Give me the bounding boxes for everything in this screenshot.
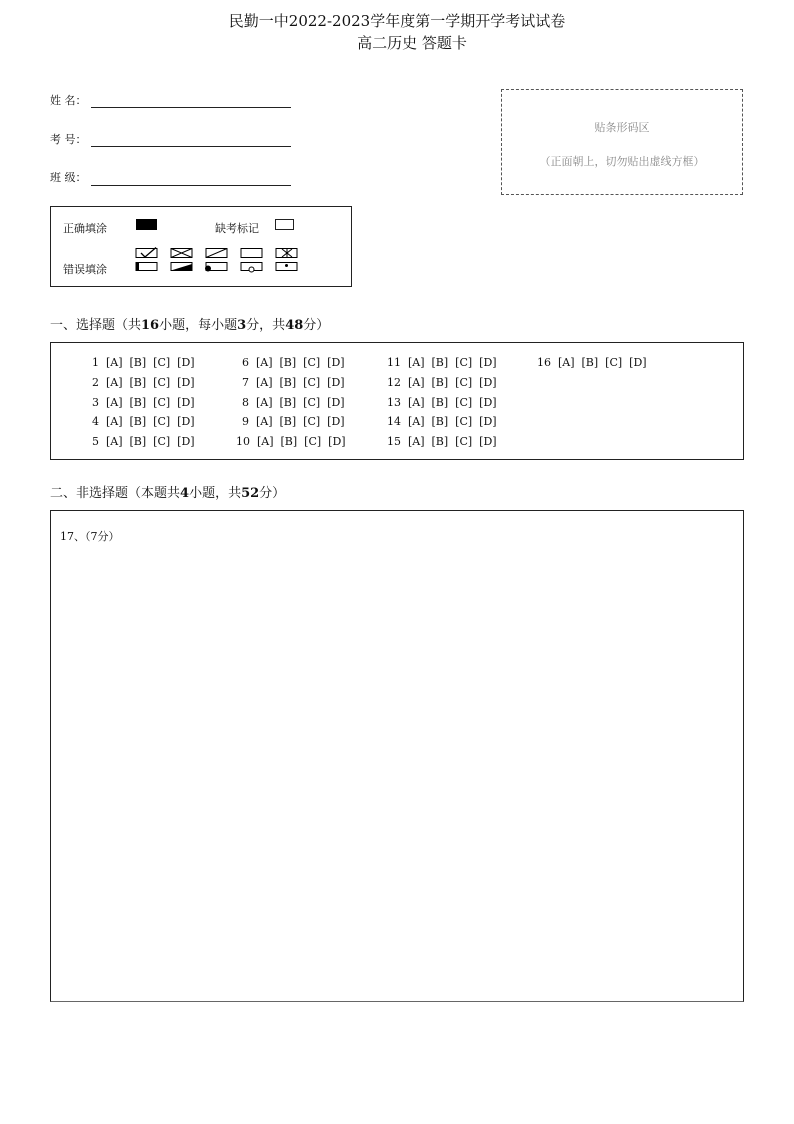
mc-question-5[interactable]: 5 [A] [B] [C] [D]: [92, 435, 195, 448]
section2-title: 二、非选择题（本题共4小题，共52分）: [50, 486, 286, 501]
barcode-label: 贴条形码区: [594, 121, 650, 134]
name-label: 姓 名：: [50, 94, 87, 107]
class-label: 班 级：: [50, 171, 87, 184]
mc-question-16[interactable]: 16 [A] [B] [C] [D]: [537, 356, 647, 369]
exam-number-field[interactable]: [91, 146, 291, 147]
fill-legend: [50, 206, 352, 287]
class-field[interactable]: [91, 185, 291, 186]
wrong-fill-slash-icon: [205, 249, 227, 272]
barcode-area: [501, 89, 743, 195]
mc-question-6[interactable]: 6 [A] [B] [C] [D]: [242, 356, 345, 369]
mc-question-8[interactable]: 8 [A] [B] [C] [D]: [242, 396, 345, 409]
wrong-fill-star-icon: [276, 248, 297, 271]
absent-mark-label: 缺考标记: [215, 222, 259, 235]
mc-question-1[interactable]: 1 [A] [B] [C] [D]: [92, 356, 195, 369]
exam-title: 民勤一中2022-2023学年度第一学期开学考试试卷: [228, 12, 566, 30]
mc-question-11[interactable]: 11 [A] [B] [C] [D]: [387, 356, 497, 369]
exam-subtitle: 高二历史 答题卡: [357, 34, 467, 52]
mc-question-14[interactable]: 14 [A] [B] [C] [D]: [387, 415, 497, 428]
answer-area-question-17[interactable]: [50, 510, 744, 1002]
mc-question-7[interactable]: 7 [A] [B] [C] [D]: [242, 376, 345, 389]
barcode-note: （正面朝上，切勿贴出虚线方框）: [539, 155, 705, 168]
exam-number-label: 考 号：: [50, 133, 87, 146]
mc-question-2[interactable]: 2 [A] [B] [C] [D]: [92, 376, 195, 389]
mc-question-4[interactable]: 4 [A] [B] [C] [D]: [92, 415, 195, 428]
mc-question-10[interactable]: 10 [A] [B] [C] [D]: [236, 435, 346, 448]
correct-fill-sample: [136, 219, 157, 230]
mc-question-9[interactable]: 9 [A] [B] [C] [D]: [242, 415, 345, 428]
correct-fill-label: 正确填涂: [63, 222, 107, 235]
wrong-fill-check-icon: [136, 248, 157, 271]
wrong-fill-cross-icon: [171, 249, 192, 271]
multiple-choice-grid: [50, 342, 744, 460]
mc-question-3[interactable]: 3 [A] [B] [C] [D]: [92, 396, 195, 409]
wrong-fill-dot-icon: [241, 249, 262, 273]
name-field[interactable]: [91, 107, 291, 108]
question-17-label: 17、（7分）: [60, 530, 120, 543]
mc-question-12[interactable]: 12 [A] [B] [C] [D]: [387, 376, 497, 389]
section1-title: 一、选择题（共16小题，每小题3分，共48分）: [50, 318, 330, 333]
absent-mark-box[interactable]: [275, 219, 294, 230]
mc-question-15[interactable]: 15 [A] [B] [C] [D]: [387, 435, 497, 448]
wrong-fill-samples: [135, 247, 301, 273]
mc-question-13[interactable]: 13 [A] [B] [C] [D]: [387, 396, 497, 409]
wrong-fill-label: 错误填涂: [63, 263, 107, 276]
